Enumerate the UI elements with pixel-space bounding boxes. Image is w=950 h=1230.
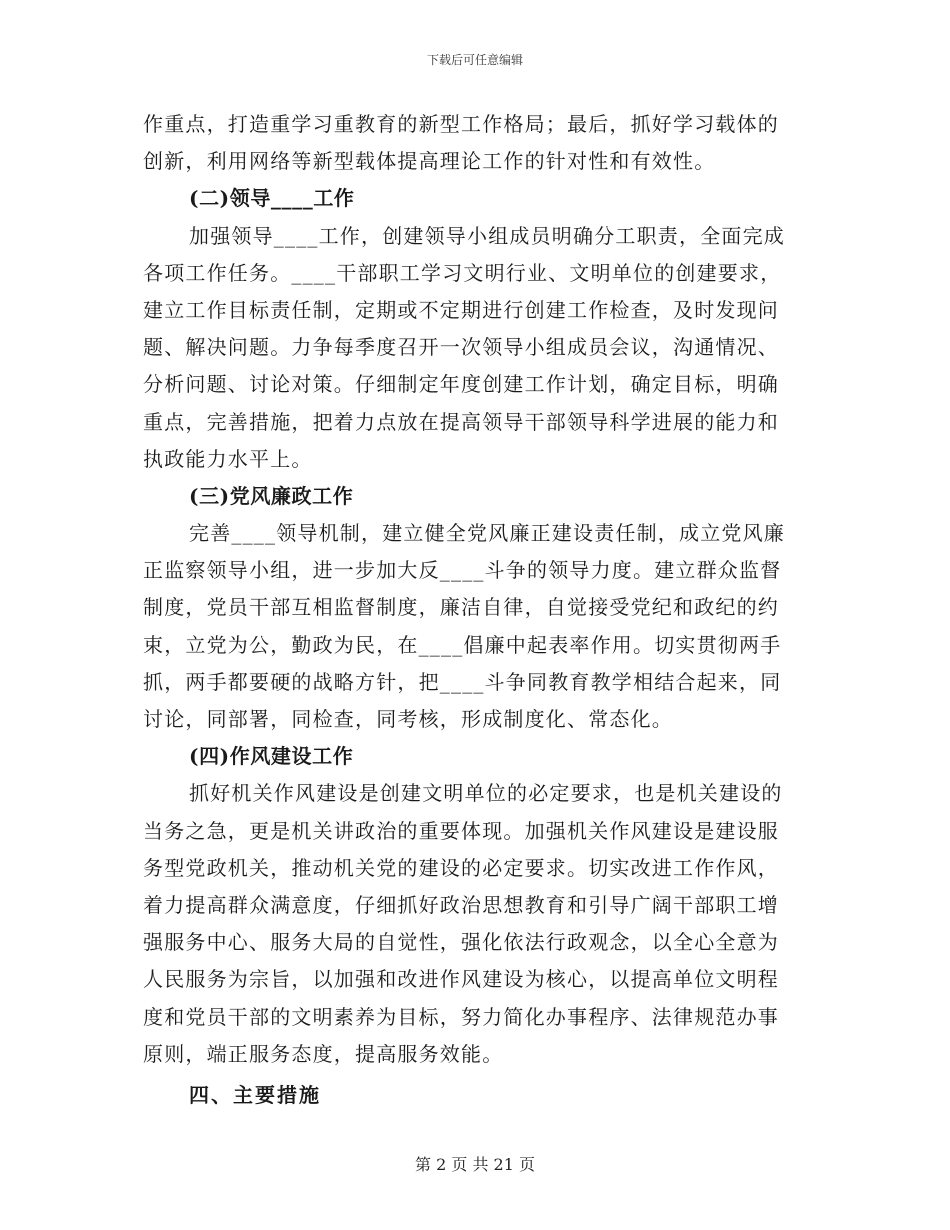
- paragraph-line: 完善____领导机制，建立健全党风廉正建设责任制，成立党风廉: [189, 521, 785, 546]
- paragraph-line: 着力提高群众满意度，仔细抓好政治思想教育和引导广阔干部职工增: [143, 892, 779, 917]
- paragraph-line: 强服务中心、服务大局的自觉性，强化依法行政观念，以全心全意为: [143, 930, 779, 955]
- paragraph-line: 讨论，同部署，同检查，同考核，形成制度化、常态化。: [143, 707, 673, 731]
- section-heading-work-style: (四)作风建设工作: [189, 744, 354, 769]
- paragraph-line: 重点，完善措施，把着力点放在提高领导干部领导科学进展的能力和: [143, 409, 779, 434]
- section-heading-leadership: (二)领导____工作: [189, 186, 355, 211]
- paragraph-line: 务型党政机关，推动机关党的建设的必定要求。切实改进工作作风，: [143, 855, 779, 880]
- paragraph-line: 分析问题、讨论对策。仔细制定年度创建工作计划，确定目标，明确: [143, 372, 779, 397]
- paragraph-line: 执政能力水平上。: [143, 446, 313, 471]
- paragraph-line: 创新，利用网络等新型载体提高理论工作的针对性和有效性。: [143, 149, 716, 174]
- paragraph-line: 制度，党员干部互相监督制度，廉洁自律，自觉接受党纪和政纪的约: [143, 595, 779, 620]
- page-number-footer: 第 2 页 共 21 页: [415, 1155, 535, 1174]
- paragraph-line: 原则，端正服务态度，提高服务效能。: [143, 1041, 504, 1066]
- paragraph-line: 度和党员干部的文明素养为目标，努力简化办事程序、法律规范办事: [143, 1004, 779, 1029]
- paragraph-line: 建立工作目标责任制，定期或不定期进行创建工作检查，及时发现问: [143, 297, 779, 322]
- section-heading-integrity: (三)党风廉政工作: [189, 483, 354, 508]
- document-body: [143, 106, 807, 1114]
- main-measures-heading: 四、主要措施: [189, 1082, 321, 1107]
- paragraph-line: 题、解决问题。力争每季度召开一次领导小组成员会议，沟通情况、: [143, 335, 779, 360]
- paragraph-line: 人民服务为宗旨，以加强和改进作风建设为核心，以提高单位文明程: [143, 967, 779, 992]
- page-header: 下载后可任意编辑: [426, 53, 523, 67]
- paragraph-line: 当务之急，更是机关讲政治的重要体现。加强机关作风建设是建设服: [143, 818, 779, 843]
- paragraph-line: 各项工作任务。____干部职工学习文明行业、文明单位的创建要求，: [143, 260, 782, 285]
- paragraph-line: 加强领导____工作，创建领导小组成员明确分工职责，全面完成: [189, 223, 785, 248]
- paragraph-line: 抓，两手都要硬的战略方针，把____斗争同教育教学相结合起来，同: [143, 669, 782, 694]
- paragraph-line: 正监察领导小组，进一步加大反____斗争的领导力度。建立群众监督: [143, 558, 782, 583]
- paragraph-line: 抓好机关作风建设是创建文明单位的必定要求，也是机关建设的: [189, 781, 783, 806]
- paragraph-line: 作重点，打造重学习重教育的新型工作格局；最后，抓好学习载体的: [143, 112, 779, 136]
- paragraph-line: 束，立党为公，勤政为民，在____倡廉中起表率作用。切实贯彻两手: [143, 632, 782, 657]
